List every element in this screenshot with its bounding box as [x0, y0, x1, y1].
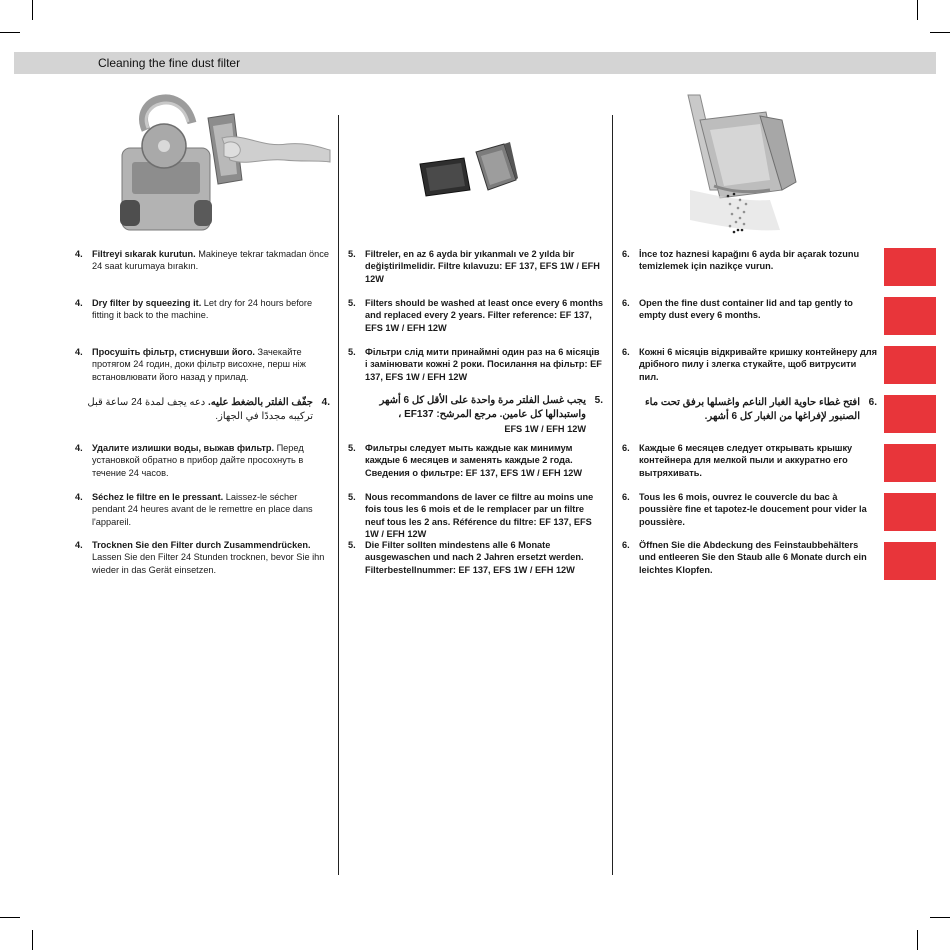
list-item: 6. Öffnen Sie die Abdeckung des Feinstaubbehälters und entleeren Sie den Staub alle 6 Monate durch ein leichtes Klopfen.: [622, 540, 867, 575]
crop-mark: [0, 917, 20, 918]
list-item: 5. Nous recommandons de laver ce filtre au moins une fois tous les 6 mois et de le remplacer par un filtre neuf tous les 2 ans. Référence du filtre: EF 137, EFS 1W / EFH 12W: [348, 492, 594, 540]
list-item: 6. İnce toz haznesi kapağını 6 ayda bir açarak tozunu temizlemek için nazikçe vurun.: [622, 249, 860, 272]
crop-mark: [0, 32, 20, 33]
dust-container-illustration: [670, 90, 805, 235]
language-tab: [884, 444, 936, 482]
crop-mark: [917, 930, 918, 950]
list-item: .6 افتح غطاء حاوية الغبار الناعم واغسلها برفق تحت ماء الصنبور لإفراغها من الغبار كل 6 أشهر.: [644, 397, 877, 422]
language-tab: [884, 395, 936, 433]
list-item: .5 يجب غسل الفلتر مرة واحدة على الأقل كل 6 أشهر واستبدالها كل عامين. مرجع المرشح: EF137 ، EFS 1W / EFH 12W: [379, 395, 603, 434]
crop-mark: [32, 0, 33, 20]
crop-mark: [917, 0, 918, 20]
list-item: 6. Open the fine dust container lid and tap gently to empty dust every 6 months.: [622, 298, 853, 321]
language-tab: [884, 493, 936, 531]
column-divider: [612, 115, 613, 875]
crop-mark: [930, 32, 950, 33]
list-item: 6. Каждые 6 месяцев следует открывать крышку контейнера для мелкой пыли и аккуратно его вытряхивать.: [622, 443, 853, 478]
crop-mark: [32, 930, 33, 950]
crop-mark: [930, 917, 950, 918]
list-item: 5. Die Filter sollten mindestens alle 6 Monate ausgewaschen und nach 2 Jahren ersetzt werden. Filterbestellnummer: EF 137, EFS 1W / EFH 12W: [348, 540, 584, 575]
list-item: 5. Фильтры следует мыть каждые как минимум каждые 6 месяцев и заменять каждые 2 года. Сведения о фильтре: EF 137, EFS 1W / EFH 12W: [348, 443, 583, 478]
vacuum-squeeze-illustration: [112, 88, 332, 233]
list-item: 4. Просушіть фільтр, стиснувши його. Зачекайте протягом 24 годин, доки фільтр висохне, перш ніж встановлювати його назад у прилад.: [75, 347, 306, 382]
list-item: 6. Кожні 6 місяців відкривайте кришку контейнеру для дрібного пилу і злегка стукайте, щоб витрусити пил.: [622, 347, 877, 382]
list-item: 4. Trocknen Sie den Filter durch Zusammendrücken. Lassen Sie den Filter 24 Stunden trocknen, bevor Sie ihn wieder in das Gerät einsetzen.: [75, 540, 325, 575]
list-item: 5. Filtreler, en az 6 ayda bir yıkanmalı ve 2 yılda bir değiştirilmelidir. Filtre kılavuzu: EF 137, EFS 1W / EFH 12W: [348, 249, 600, 284]
language-tab: [884, 297, 936, 335]
language-tab: [884, 346, 936, 384]
language-tab: [884, 248, 936, 286]
column-divider: [338, 115, 339, 875]
list-item: 5. Фільтри слід мити принаймні один раз на 6 місяців і замінювати кожні 2 роки. Посилання на фільтр: EF 137, EFS 1W / EFH 12W: [348, 347, 602, 382]
list-item: 6. Tous les 6 mois, ouvrez le couvercle du bac à poussière fine et tapotez-le doucement pour vider la poussière.: [622, 492, 867, 527]
list-item: 4. Dry filter by squeezing it. Let dry for 24 hours before fitting it back to the machine.: [75, 298, 313, 321]
list-item: 5. Filters should be washed at least once every 6 months and replaced every 2 years. Filter reference: EF 137, EFS 1W / EFH 12W: [348, 298, 603, 333]
list-item: .4 جفّف الفلتر بالضغط عليه. دعه يجف لمدة 24 ساعة قبل تركيبه مجددًا في الجهاز.: [87, 397, 330, 422]
section-header: [14, 52, 936, 74]
page-title: Cleaning the fine dust filter: [98, 56, 241, 70]
language-tab: [884, 542, 936, 580]
filters-illustration: [418, 140, 518, 200]
list-item: 4. Séchez le filtre en le pressant. Laissez-le sécher pendant 24 heures avant de le remettre en place dans l'appareil.: [75, 492, 313, 527]
list-item: 4. Удалите излишки воды, выжав фильтр. Перед установкой обратно в прибор дайте просохнуть в течение 24 часов.: [75, 443, 304, 478]
list-item: 4. Filtreyi sıkarak kurutun. Makineye tekrar takmadan önce 24 saat kurumaya bırakın.: [75, 249, 329, 272]
